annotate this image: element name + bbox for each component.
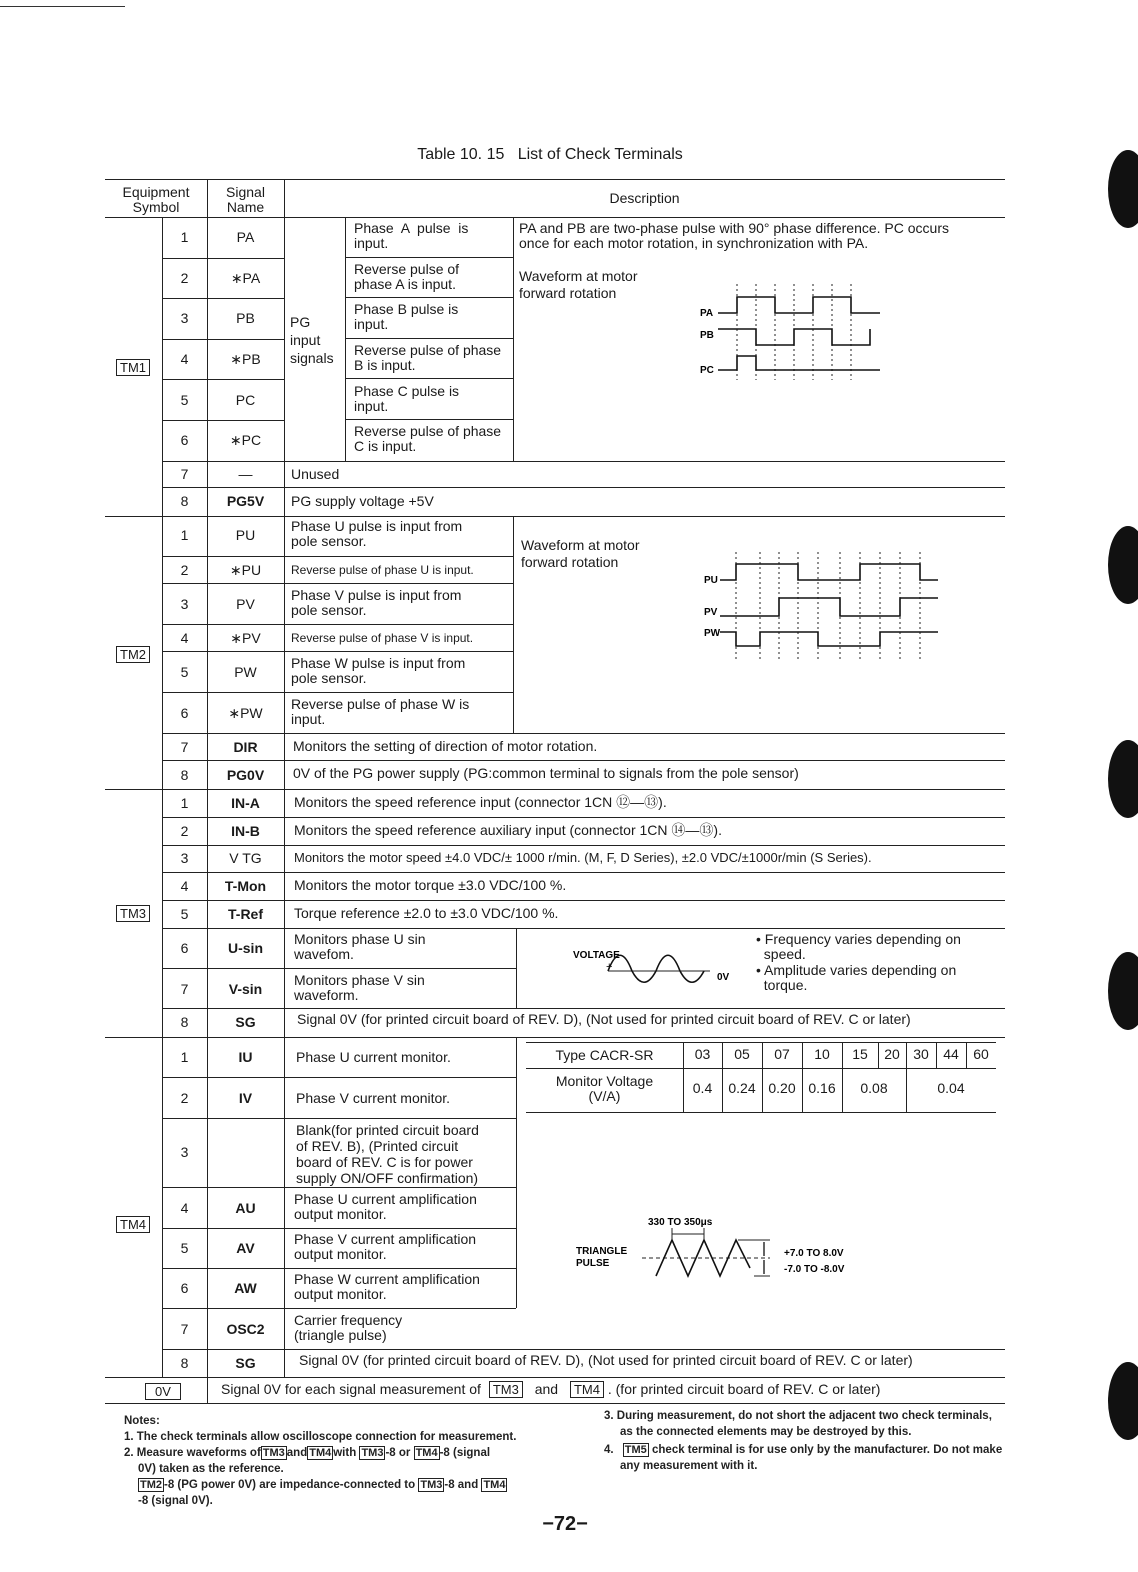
mv-15-20: 0.08 — [860, 1080, 888, 1096]
note-2-line-4: -8 (signal 0V). — [138, 1495, 213, 1507]
tm1-row-4-num: 4 — [180, 351, 189, 367]
rule — [345, 257, 513, 258]
tm1-row-6-sig: ∗PC — [229, 432, 262, 448]
tm4-row-6-num: 6 — [180, 1280, 189, 1296]
tm1-row-7-sig: — — [238, 466, 253, 482]
tm4-row-5-desc: Phase V current amplification output monitor. — [294, 1231, 477, 1262]
tm1-row-1-desc: Phase A pulse is input. — [354, 220, 469, 251]
rule — [162, 379, 284, 380]
tm4-row-5-sig: AV — [236, 1240, 255, 1256]
tm1-row-1-num: 1 — [180, 229, 189, 245]
tm1-group-label: PG input signals — [290, 314, 334, 366]
tm1-row-4-desc: Reverse pulse of phase B is input. — [354, 342, 502, 373]
rule — [284, 179, 285, 1377]
rule — [105, 217, 1005, 218]
rule — [526, 1112, 996, 1113]
mv-10: 0.16 — [808, 1080, 836, 1096]
type-15: 15 — [852, 1046, 868, 1062]
tm1-row-2-desc: Reverse pulse of phase A is input. — [354, 261, 460, 292]
mv-03: 0.4 — [692, 1080, 713, 1096]
binder-hole — [1108, 740, 1138, 818]
tm4-row-4-sig: AU — [235, 1200, 256, 1216]
tm4-row-4-desc: Phase U current amplification output monitor. — [294, 1191, 477, 1222]
rule — [162, 487, 1005, 488]
ov-row-desc — [221, 1381, 880, 1398]
tm4-triangle-waveform — [570, 1208, 890, 1288]
tm3-row-3-sig: V TG — [229, 850, 262, 866]
tm2-row-3-num: 3 — [180, 596, 189, 612]
rule — [162, 339, 284, 340]
type-07: 07 — [774, 1046, 790, 1062]
rule — [105, 516, 1005, 517]
note-2-and: and — [286, 1447, 308, 1459]
tm1-row-2-num: 2 — [180, 270, 189, 286]
rule — [162, 733, 1005, 734]
rule — [162, 900, 1005, 901]
rule — [513, 217, 514, 461]
rule — [162, 556, 514, 557]
tm4-row-8-desc: Signal 0V (for printed circuit board of REV. D), (Not used for printed circuit board of REV. C or later) — [299, 1352, 913, 1368]
tm1-row-4-sig: ∗PB — [230, 351, 261, 367]
tm2-row-4-num: 4 — [180, 630, 189, 646]
ov-row-post: . (for printed circuit board of REV. C or later) — [607, 1381, 881, 1397]
tm1-wave-label-pc: PC — [700, 365, 714, 376]
type-03: 03 — [694, 1046, 711, 1062]
tm2-row-5-desc: Phase W pulse is input from pole sensor. — [291, 655, 466, 686]
tm4-row-1-num: 1 — [180, 1049, 189, 1065]
tm3-row-3-desc: Monitors the motor speed ±4.0 VDC/± 1000 r/min. (M, F, D Series), ±2.0 VDC/±1000r/min (S Series). — [294, 850, 872, 865]
tm2-row-6-sig: ∗PW — [228, 705, 263, 721]
tm3-row-5-desc: Torque reference ±2.0 to ±3.0 VDC/100 %. — [294, 905, 559, 921]
tm3-row-6-sig: U-sin — [228, 940, 263, 956]
ov-symbol: 0V — [145, 1383, 181, 1400]
rule — [516, 1037, 517, 1308]
tm4-row-5-num: 5 — [180, 1240, 189, 1256]
tm4-row-4-num: 4 — [180, 1200, 189, 1216]
type-44: 44 — [943, 1046, 959, 1062]
tm3-symbol: TM3 — [116, 905, 150, 922]
tm4-row-7-sig: OSC2 — [226, 1321, 265, 1337]
rule — [105, 789, 1005, 790]
tm4-row-7-desc: Carrier frequency (triangle pulse) — [294, 1312, 403, 1343]
note-2-post: -8 (signal — [439, 1447, 491, 1459]
note-2c-tm3: TM3 — [420, 1479, 443, 1491]
binder-hole — [1108, 1362, 1138, 1440]
tm2-row-7-sig: DIR — [233, 739, 258, 755]
note-2c-mid: -8 (PG power 0V) are impedance-connected to — [164, 1479, 416, 1491]
tm1-row-1-sig: PA — [236, 229, 255, 245]
tm4-row-1-desc: Phase U current monitor. — [296, 1049, 451, 1065]
tm2-pulse-waveform — [698, 550, 943, 662]
corner-line — [0, 6, 125, 7]
tm1-row-8-num: 8 — [180, 493, 189, 509]
tm3-row-7-num: 7 — [180, 981, 189, 997]
tm4-row-3-num: 3 — [180, 1144, 189, 1160]
ov-row-tm4: TM4 — [570, 1381, 604, 1398]
type-10: 10 — [814, 1046, 830, 1062]
rule — [162, 1118, 516, 1119]
note-2-tm3b: TM3 — [361, 1447, 384, 1459]
binder-hole — [1108, 526, 1138, 604]
monitor-voltage-label: Monitor Voltage (V/A) — [555, 1073, 654, 1104]
tm2-row-8-sig: PG0V — [226, 767, 265, 783]
tm2-row-8-desc: 0V of the PG power supply (PG:common terminal to signals from the pole sensor) — [293, 765, 799, 781]
tm3-row-4-desc: Monitors the motor torque ±3.0 VDC/100 %. — [294, 877, 567, 893]
tm3-sine-waveform — [568, 940, 748, 990]
tm3-row-5-num: 5 — [180, 906, 189, 922]
period-label: 330 TO 350μs — [648, 1217, 713, 1228]
tm3-row-1-num: 1 — [180, 795, 189, 811]
tm2-row-7-num: 7 — [180, 739, 189, 755]
rule — [162, 624, 514, 625]
type-05: 05 — [734, 1046, 750, 1062]
rule — [162, 258, 284, 259]
ov-row-and: and — [534, 1381, 559, 1397]
tm2-row-2-desc: Reverse pulse of phase U is input. — [291, 563, 474, 577]
tm3-row-4-sig: T-Mon — [224, 878, 267, 894]
rule — [162, 872, 1005, 873]
rule — [345, 217, 346, 461]
rule — [526, 1042, 996, 1043]
header-equipment-symbol: Equipment Symbol — [122, 184, 190, 215]
note-4-line-1 — [604, 1442, 1002, 1458]
tm2-row-8-num: 8 — [180, 767, 189, 783]
note-2-tm4: TM4 — [309, 1447, 332, 1459]
rule — [162, 692, 514, 693]
tm2-row-4-sig: ∗PV — [230, 630, 261, 646]
page-number: −72− — [542, 1513, 588, 1535]
tm3-row-8-sig: SG — [235, 1014, 256, 1030]
note-2c-tm2: TM2 — [140, 1479, 162, 1491]
rule — [162, 298, 284, 299]
tm2-row-7-desc: Monitors the setting of direction of motor rotation. — [293, 738, 598, 754]
tm3-row-7-desc: Monitors phase V sin waveform. — [294, 972, 425, 1003]
tm1-row-5-desc: Phase C pulse is input. — [354, 383, 460, 414]
header-signal-name: Signal Name — [226, 184, 265, 215]
tm3-row-1-sig: IN-A — [231, 795, 260, 811]
rule — [162, 845, 1005, 846]
tm3-row-3-num: 3 — [180, 850, 189, 866]
note-2-line-2: 0V) taken as the reference. — [138, 1463, 284, 1475]
tm4-row-6-sig: AW — [234, 1280, 257, 1296]
tm1-row-3-desc: Phase B pulse is input. — [354, 301, 459, 332]
tm1-wave-title: Waveform at motor forward rotation — [519, 268, 638, 301]
type-60: 60 — [973, 1046, 989, 1062]
tm2-row-6-num: 6 — [180, 705, 189, 721]
rule — [345, 378, 513, 379]
ov-row-tm3: TM3 — [489, 1381, 523, 1398]
tm3-row-6-desc: Monitors phase U sin wavefom. — [294, 931, 426, 962]
rule — [162, 1077, 516, 1078]
rule — [162, 1187, 516, 1188]
note-2-tm4b: TM4 — [415, 1447, 438, 1459]
tm1-row-3-num: 3 — [180, 310, 189, 326]
tm4-row-1-sig: IU — [238, 1049, 253, 1065]
tm2-row-2-sig: ∗PU — [229, 562, 262, 578]
rule — [162, 817, 1005, 818]
note-2-tm3: TM3 — [262, 1447, 285, 1459]
tm2-row-3-sig: PV — [236, 596, 255, 612]
tm2-row-5-num: 5 — [180, 664, 189, 680]
tm4-row-8-num: 8 — [180, 1355, 189, 1371]
tm4-row-8-sig: SG — [235, 1355, 256, 1371]
tm1-row-8-desc: PG supply voltage +5V — [291, 493, 434, 509]
tm4-row-7-num: 7 — [180, 1321, 189, 1337]
tm3-row-2-num: 2 — [180, 823, 189, 839]
type-label: Type CACR-SR — [555, 1047, 654, 1063]
rule — [345, 297, 513, 298]
rule — [105, 1037, 1005, 1038]
rule — [105, 1377, 1005, 1378]
note-4-tm5: TM5 — [624, 1444, 647, 1456]
tm3-row-8-desc: Signal 0V (for printed circuit board of REV. D), (Not used for printed circuit board of REV. C or later) — [297, 1011, 911, 1027]
rule — [162, 420, 284, 421]
note-2-8or: -8 or — [385, 1447, 411, 1459]
tm1-row-6-desc: Reverse pulse of phase C is input. — [354, 423, 502, 454]
tm4-row-6-desc: Phase W current amplification output monitor. — [294, 1271, 480, 1302]
note-2-line-3 — [138, 1477, 507, 1493]
note-1: 1. The check terminals allow oscilloscope connection for measurement. — [124, 1431, 517, 1443]
table-title: Table 10. 15 List of Check Terminals — [417, 146, 683, 163]
binder-hole — [1108, 150, 1138, 228]
note-4-post: check terminal is for use only by the manufacturer. Do not make — [652, 1444, 1003, 1456]
binder-hole — [1108, 952, 1138, 1030]
rule — [162, 760, 1005, 761]
tm2-row-3-desc: Phase V pulse is input from pole sensor. — [291, 587, 462, 618]
tm3-row-4-num: 4 — [180, 878, 189, 894]
tm1-wave-label-pb: PB — [700, 330, 714, 341]
tm2-row-4-desc: Reverse pulse of phase V is input. — [291, 631, 474, 645]
tm2-row-1-sig: PU — [235, 527, 256, 543]
rule — [162, 1228, 516, 1229]
rule — [513, 516, 514, 733]
rule — [162, 928, 1005, 929]
rule — [105, 1403, 1005, 1404]
tm1-row-7-desc: Unused — [291, 466, 340, 482]
tm2-row-1-desc: Phase U pulse is input from pole sensor. — [291, 518, 463, 549]
tm2-row-2-num: 2 — [180, 562, 189, 578]
notes-heading: Notes: — [124, 1415, 160, 1427]
tm1-row-6-num: 6 — [180, 432, 189, 448]
tm3-0v-label: 0V — [717, 972, 730, 983]
tm3-row-1-desc: Monitors the speed reference input (connector 1CN ⑫—⑬). — [294, 794, 667, 810]
tm1-symbol: TM1 — [116, 359, 150, 376]
triangle-label-1: TRIANGLE — [576, 1246, 628, 1257]
tm1-row-2-sig: ∗PA — [230, 270, 261, 286]
tm3-bullet-amplitude: • Amplitude varies depending on torque. — [756, 962, 957, 993]
tm3-voltage-label: VOLTAGE — [573, 950, 620, 961]
rule — [162, 461, 1005, 462]
note-2-with: with — [333, 1447, 357, 1459]
neg-voltage-label: -7.0 TO -8.0V — [784, 1264, 845, 1275]
monitor-voltage-table — [526, 1042, 996, 1112]
tm3-row-6-num: 6 — [180, 940, 189, 956]
tm1-row-8-sig: PG5V — [226, 493, 265, 509]
tm1-pulse-waveform — [690, 280, 900, 380]
rule — [162, 1308, 516, 1309]
type-30: 30 — [913, 1046, 929, 1062]
rule — [162, 1268, 516, 1269]
rule — [162, 968, 516, 969]
header-description: Description — [609, 190, 680, 206]
pos-voltage-label: +7.0 TO 8.0V — [784, 1248, 844, 1259]
rule — [105, 179, 1005, 180]
tm3-row-2-desc: Monitors the speed reference auxiliary input (connector 1CN ⑭—⑬). — [294, 822, 722, 838]
rule — [162, 651, 514, 652]
triangle-label-2: PULSE — [576, 1258, 610, 1269]
note-3-line-2: as the connected elements may be destroyed by this. — [620, 1426, 912, 1438]
tm1-wave-label-pa: PA — [700, 308, 714, 319]
type-20: 20 — [884, 1046, 900, 1062]
note-2-line-1 — [124, 1445, 490, 1461]
tm4-row-2-num: 2 — [180, 1090, 189, 1106]
tm1-row-7-num: 7 — [180, 466, 189, 482]
tm3-row-7-sig: V-sin — [228, 981, 263, 997]
ov-row-pre: Signal 0V for each signal measurement of — [221, 1381, 481, 1397]
mv-07: 0.20 — [768, 1080, 796, 1096]
tm2-wave-label-pw: PW — [704, 628, 721, 639]
tm3-bullet-frequency: • Frequency varies depending on speed. — [756, 931, 961, 962]
tm2-row-1-num: 1 — [180, 527, 189, 543]
rule — [345, 338, 513, 339]
rule — [162, 583, 514, 584]
tm2-wave-label-pv: PV — [704, 607, 718, 618]
tm4-symbol: TM4 — [116, 1216, 150, 1233]
note-4-line-2: any measurement with it. — [620, 1460, 758, 1472]
tm3-row-2-sig: IN-B — [231, 823, 260, 839]
tm4-row-3-desc: Blank(for printed circuit board of REV. B), (Printed circuit board of REV. C is for power supply ON/OFF confirmation) — [296, 1122, 479, 1186]
rule — [162, 1349, 1005, 1350]
mv-05: 0.24 — [728, 1080, 756, 1096]
rule — [345, 419, 513, 420]
note-2c-tm4: TM4 — [483, 1479, 506, 1491]
note-4-pre: 4. — [604, 1444, 614, 1456]
tm2-wave-title: Waveform at motor forward rotation — [521, 537, 640, 570]
rule — [526, 1068, 996, 1069]
tm1-row-5-num: 5 — [180, 392, 189, 408]
tm1-row-3-sig: PB — [236, 310, 255, 326]
tm2-symbol: TM2 — [116, 646, 150, 663]
tm2-row-6-desc: Reverse pulse of phase W is input. — [291, 696, 470, 727]
tm4-row-2-sig: IV — [238, 1090, 253, 1106]
note-2-pre: 2. Measure waveforms of — [124, 1447, 261, 1459]
note-2c-and: -8 and — [444, 1479, 479, 1491]
tm3-row-8-num: 8 — [180, 1014, 189, 1030]
tm3-row-5-sig: T-Ref — [228, 906, 263, 922]
tm2-wave-label-pu: PU — [704, 575, 718, 586]
tm3-plus-sign: + — [606, 961, 613, 973]
tm1-row-5-sig: PC — [235, 392, 256, 408]
tm2-row-5-sig: PW — [234, 664, 257, 680]
mv-30-60: 0.04 — [937, 1080, 965, 1096]
tm4-row-2-desc: Phase V current monitor. — [296, 1090, 451, 1106]
tm1-note: PA and PB are two-phase pulse with 90° phase difference. PC occurs once for each motor rotation, in synchronization with PA. — [519, 220, 949, 251]
rule — [516, 928, 517, 1008]
rule — [162, 1008, 1005, 1009]
note-3-line-1: 3. During measurement, do not short the adjacent two check terminals, — [604, 1410, 992, 1422]
